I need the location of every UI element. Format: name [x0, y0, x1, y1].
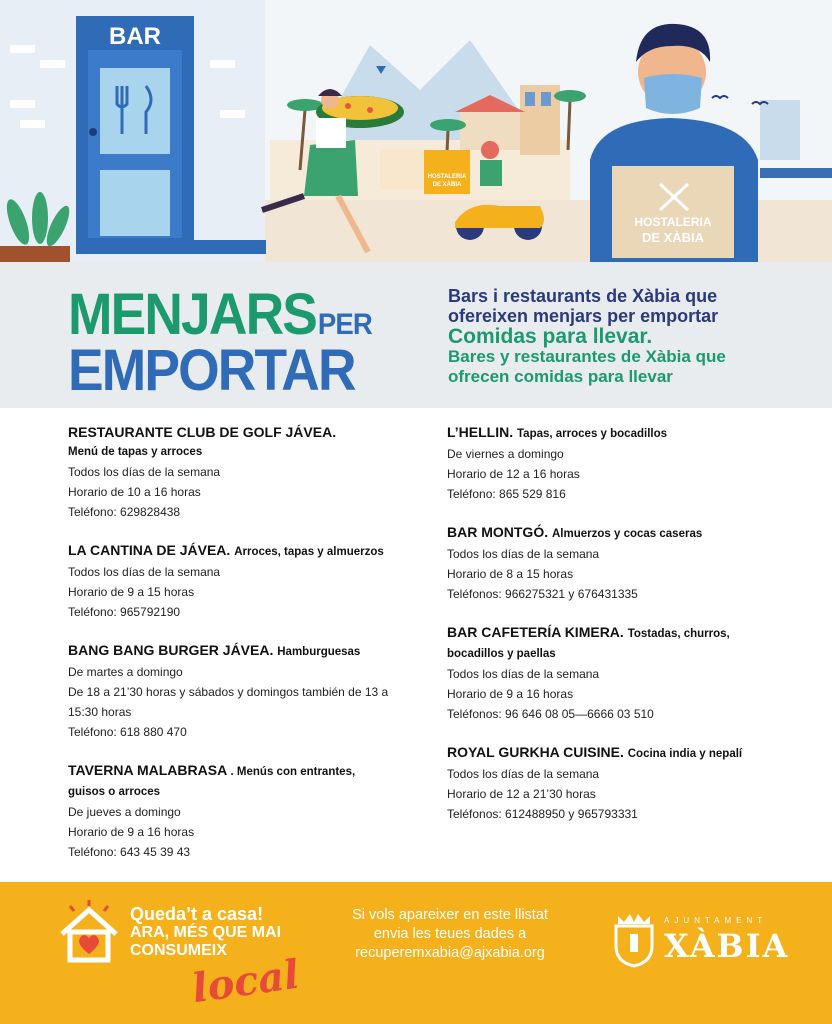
- restaurant-name-text: TAVERNA MALABRASA: [68, 762, 227, 778]
- schedule-line: Todos los días de la semana: [447, 547, 600, 561]
- phone-line: Teléfono: 618 880 470: [68, 725, 187, 739]
- title-word-per: PER: [317, 308, 372, 341]
- restaurant-entry: [68, 422, 408, 522]
- schedule-line: De viernes a domingo: [447, 447, 564, 461]
- schedule-line: De 18 a 21’30 horas y sábados y domingos también de 13 a 15:30 horas: [68, 685, 389, 719]
- contact-email[interactable]: recuperemxabia@ajxabia.org: [355, 945, 545, 961]
- stay-home-message: [130, 904, 303, 1013]
- main-title: [68, 282, 372, 403]
- restaurant-entry: [68, 640, 408, 742]
- ajuntament-label: AJUNTAMENT: [664, 916, 768, 925]
- ajuntament-logo: [664, 916, 789, 965]
- restaurant-name-text: BAR MONTGÓ.: [447, 524, 549, 540]
- hero-scene: [0, 0, 832, 262]
- restaurant-entry: [447, 422, 787, 504]
- schedule-line: Todos los días de la semana: [447, 667, 600, 681]
- phone-line: Teléfono: 965792190: [68, 605, 181, 619]
- restaurant-name-text: BANG BANG BURGER JÁVEA.: [68, 642, 274, 658]
- schedule-line: Horario de 9 a 16 horas: [68, 825, 195, 839]
- restaurant-name-text: L’HELLIN.: [447, 424, 514, 440]
- title-word-menjars: MENJARS: [68, 282, 317, 347]
- phone-line: Teléfonos: 96 646 08 05—6666 03 510: [447, 707, 654, 721]
- bar-sign: BAR: [109, 23, 161, 50]
- restaurant-name: [447, 522, 787, 544]
- title-word-emportar: EMPORTAR: [68, 338, 355, 403]
- restaurant-name-text: ROYAL GURKHA CUISINE.: [447, 744, 624, 760]
- restaurant-entry: [447, 622, 787, 724]
- restaurant-name: [447, 742, 787, 764]
- phone-line: Teléfono: 865 529 816: [447, 487, 566, 501]
- hero-illustration: [0, 0, 832, 262]
- schedule-line: Horario de 9 a 16 horas: [447, 687, 574, 701]
- right-column: [447, 422, 787, 842]
- home-heart-icon: [54, 898, 124, 968]
- restaurant-name-text: BAR CAFETERÍA KIMERA.: [447, 624, 624, 640]
- coat-of-arms-icon: [612, 912, 656, 968]
- scooter-box-text-2: DE XÀBIA: [432, 182, 462, 188]
- schedule-line: De martes a domingo: [68, 665, 183, 679]
- restaurant-entry: [68, 540, 408, 622]
- restaurant-name: [447, 622, 787, 644]
- schedule-line: Todos los días de la semana: [447, 767, 600, 781]
- scooter-box-text-1: HOSTALERIA: [427, 174, 467, 180]
- contact-line-1: Si vols apareixer en este llistat: [352, 907, 548, 923]
- restaurant-type-line: bocadillos y paellas: [447, 648, 556, 660]
- schedule-line: Horario de 12 a 21’30 horas: [447, 787, 596, 801]
- contact-line-2: envia les teues dades a: [373, 926, 527, 942]
- restaurant-name: [68, 760, 408, 782]
- restaurant-type-line: guisos o arroces: [68, 786, 161, 798]
- phone-line: Teléfono: 643 45 39 43: [68, 845, 191, 859]
- schedule-line: Todos los días de la semana: [68, 465, 221, 479]
- schedule-line: Horario de 10 a 16 horas: [68, 485, 201, 499]
- restaurant-name: [68, 540, 408, 562]
- intro-text: [448, 286, 788, 387]
- schedule-line: De jueves a domingo: [68, 805, 181, 819]
- contact-info: [330, 906, 570, 963]
- phone-line: Teléfonos: 612488950 y 965793331: [447, 807, 638, 821]
- stay-line-3: CONSUMEIX: [130, 942, 227, 959]
- schedule-line: Horario de 8 a 15 horas: [447, 567, 574, 581]
- schedule-line: Todos los días de la semana: [68, 565, 221, 579]
- restaurant-type-line: Menú de tapas y arroces: [68, 446, 203, 458]
- intro-spanish-title: Comidas para llevar.: [448, 325, 653, 348]
- restaurant-list: [0, 408, 832, 882]
- restaurant-name: [68, 640, 408, 662]
- stay-line-local: local: [189, 950, 303, 1013]
- bag-brand-1: HOSTALERIA: [634, 215, 712, 229]
- restaurant-type: Cocina india y nepalí: [627, 748, 743, 760]
- phone-line: Teléfono: 629828438: [68, 505, 181, 519]
- schedule-line: Horario de 12 a 16 horas: [447, 467, 580, 481]
- restaurant-type: Almuerzos y cocas caseras: [552, 528, 703, 540]
- intro-spanish: Bares y restaurantes de Xàbia que ofrecen comidas para llevar: [448, 347, 726, 386]
- footer-banner: [0, 882, 832, 1024]
- stay-line-2: ARA, MÉS QUE MAI: [130, 924, 282, 941]
- restaurant-type: . Menús con entrantes,: [230, 766, 356, 778]
- restaurant-name-text: LA CANTINA DE JÁVEA.: [68, 542, 231, 558]
- restaurant-entry: [447, 522, 787, 604]
- restaurant-type: Arroces, tapas y almuerzos: [234, 546, 384, 558]
- restaurant-type: Tapas, arroces y bocadillos: [517, 428, 668, 440]
- restaurant-name-text: RESTAURANTE CLUB DE GOLF JÁVEA.: [68, 424, 337, 440]
- restaurant-name: [447, 422, 787, 444]
- intro-catalan: Bars i restaurants de Xàbia que ofereixen menjars per emportar: [448, 286, 719, 326]
- restaurant-name: [68, 422, 408, 442]
- restaurant-type: Tostadas, churros,: [627, 628, 730, 640]
- restaurant-type: Hamburguesas: [277, 646, 361, 658]
- title-band: [0, 262, 832, 408]
- bag-brand-2: DE XÀBIA: [641, 230, 705, 245]
- restaurant-entry: [447, 742, 787, 824]
- phone-line: Teléfonos: 966275321 y 676431335: [447, 587, 638, 601]
- schedule-line: Horario de 9 a 15 horas: [68, 585, 195, 599]
- stay-line-1: Queda’t a casa!: [130, 904, 264, 924]
- ajuntament-name: XÀBIA: [664, 927, 790, 965]
- restaurant-entry: [68, 760, 408, 862]
- left-column: [68, 422, 408, 880]
